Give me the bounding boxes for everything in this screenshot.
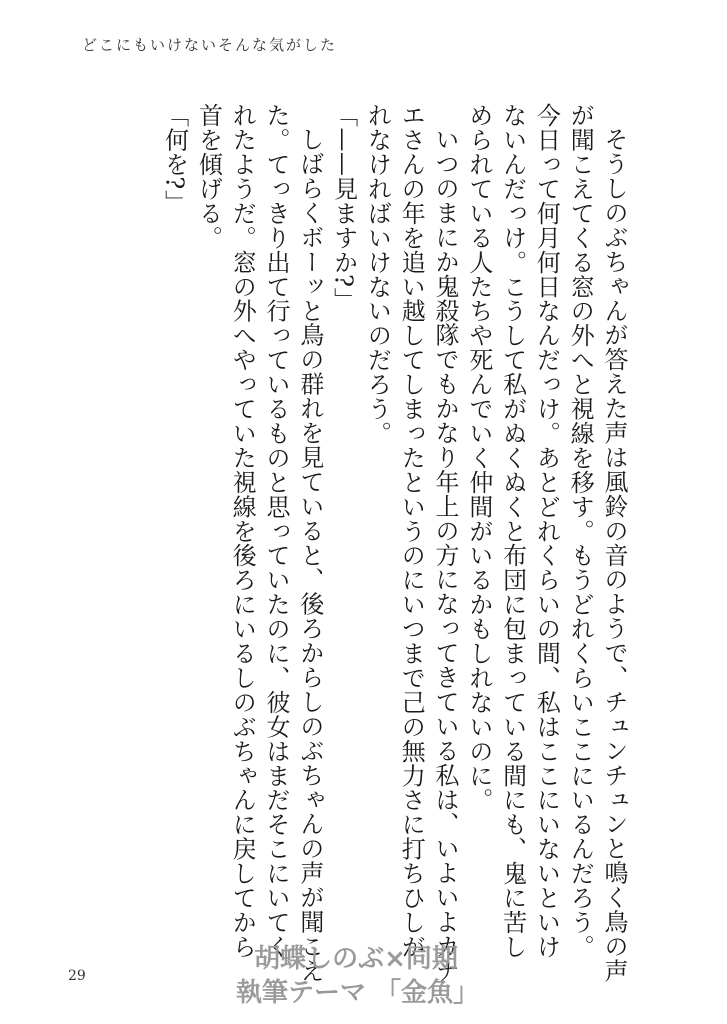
watermark-line: 胡蝶しのぶ×同期 <box>254 944 458 974</box>
paragraph: しばらくボーッと鳥の群れを見ていると、後ろからしのぶちゃんの声が聞こえた。てっきり出て行っているものと思っていたのに、彼女はまだそこにいてくれたようだ。窓の外へやっていた視線を後ろにいるしのぶちゃんに戻してから首を傾げる。 <box>194 103 324 983</box>
body-text <box>56 103 630 983</box>
dialogue-line: 「——見ますか?」 <box>329 103 358 312</box>
paragraph: いつのまにか鬼殺隊でもかなり年上の方になってきている私は、いよいよカナエさんの年を追い越してしまったというのにいつまで己の無力さに打ちひしがれなければいけないのだろう。 <box>363 103 460 983</box>
watermark <box>236 942 480 1010</box>
dialogue-line: 「何を?」 <box>160 103 189 215</box>
page-number: 29 <box>68 968 86 984</box>
watermark-line: 執筆テーマ 「金魚」 <box>236 978 480 1008</box>
running-head: どこにもいけないそんな気がした <box>82 36 338 54</box>
paragraph: そうしのぶちゃんが答えた声は風鈴の音のようで、チュンチュンと鳴く鳥の声が聞こえてくる窓の外へと視線を移す。もうどれくらいここにいるんだろう。今日って何月何日なんだっけ。あとどれくらいの間、私はここにいないといけないんだっけ。こうして私がぬくぬくと布団に包まっている間にも、鬼に苦しめられている人たちや死んでいく仲間がいるかもしれないのに。 <box>464 103 628 983</box>
